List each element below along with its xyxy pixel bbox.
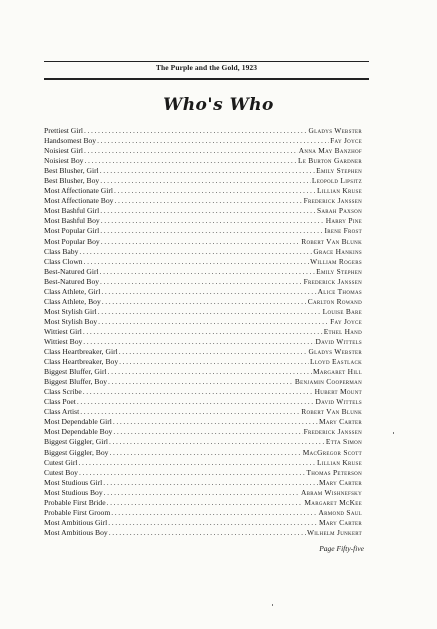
list-item <box>44 417 362 427</box>
list-item <box>44 206 362 216</box>
list-item <box>44 468 362 478</box>
student-name: Frederick Janssen <box>303 427 362 437</box>
student-name: Mary Carter <box>318 417 362 427</box>
student-name: Robert Van Blunk <box>301 407 362 417</box>
superlative-label: Biggest Bluffer, Girl <box>44 367 107 377</box>
superlative-label: Most Affectionate Girl <box>44 186 114 196</box>
student-name: Irene Frost <box>324 226 362 236</box>
superlative-label: Class Baby <box>44 246 79 256</box>
superlative-label: Most Dependable Boy <box>44 427 113 437</box>
dot-leader <box>102 297 307 307</box>
list-item <box>44 528 362 538</box>
list-item <box>44 327 362 337</box>
list-item <box>44 287 362 297</box>
student-name: Mary Carter <box>318 477 362 487</box>
list-item <box>44 518 362 528</box>
dot-leader <box>100 206 316 216</box>
student-name: Le Burton Gardner <box>297 156 362 166</box>
dot-leader <box>109 437 325 447</box>
superlative-label: Prettiest Girl <box>44 126 84 135</box>
list-item <box>44 297 362 307</box>
dot-leader <box>119 347 308 357</box>
dot-leader <box>84 126 307 136</box>
superlative-label: Most Stylish Girl <box>44 306 97 316</box>
student-name: Louise Bare <box>322 306 362 316</box>
dot-leader <box>100 176 311 186</box>
student-name: Carlton Rowand <box>307 296 362 306</box>
dot-leader <box>100 166 315 176</box>
student-name: Harry Pine <box>325 216 362 226</box>
superlative-label: Best-Natured Boy <box>44 276 100 286</box>
running-header: The Purple and the Gold, 1923 <box>155 63 258 72</box>
dot-leader <box>97 136 329 146</box>
header-top-rule <box>44 61 369 62</box>
dot-leader <box>98 307 322 317</box>
list-item <box>44 427 362 437</box>
list-item <box>44 397 362 407</box>
superlative-label: Most Affectionate Boy <box>44 196 114 206</box>
student-name: Margaret McKee <box>304 497 362 507</box>
list-item <box>44 176 362 186</box>
dot-leader <box>108 367 312 377</box>
superlative-label: Probable First Bride <box>44 497 106 507</box>
list-item <box>44 508 362 518</box>
list-item <box>44 458 362 468</box>
list-item <box>44 136 362 146</box>
dot-leader <box>109 448 301 458</box>
superlative-label: Most Stylish Boy <box>44 316 98 326</box>
list-item <box>44 267 362 277</box>
list-item <box>44 146 362 156</box>
student-name: Fay Joyce <box>330 316 362 326</box>
dot-leader <box>83 387 314 397</box>
superlative-label: Class Heartbreaker, Girl <box>44 347 118 357</box>
dot-leader <box>107 498 304 508</box>
list-item <box>44 237 362 247</box>
superlative-label: Most Bashful Girl <box>44 206 100 216</box>
list-item <box>44 156 362 166</box>
student-name: Grace Hankins <box>313 246 362 256</box>
student-name: Thomas Peterson <box>306 467 362 477</box>
dot-leader <box>84 146 298 156</box>
superlative-label: Most Studious Girl <box>44 477 103 487</box>
student-name: Frederick Janssen <box>303 276 362 286</box>
superlative-label: Most Ambitious Girl <box>44 517 108 527</box>
dot-leader <box>77 397 315 407</box>
dot-leader <box>101 216 325 226</box>
list-item <box>44 357 362 367</box>
dot-leader <box>83 327 323 337</box>
dot-leader <box>103 478 318 488</box>
dot-leader <box>113 417 318 427</box>
student-name: Gladys Webster <box>308 126 362 135</box>
dot-leader <box>119 357 309 367</box>
dot-leader <box>108 518 318 528</box>
list-item <box>44 307 362 317</box>
whos-who-list <box>44 126 362 538</box>
page-title: Who's Who <box>163 95 274 115</box>
student-name: Frederick Janssen <box>303 196 362 206</box>
superlative-label: Wittiest Girl <box>44 326 82 336</box>
student-name: Emily Stephen <box>316 166 362 176</box>
superlative-label: Cutest Boy <box>44 467 78 477</box>
dot-leader <box>104 488 300 498</box>
dot-leader <box>114 186 316 196</box>
student-name: Benjamin Cooperman <box>294 377 362 387</box>
student-name: Robert Van Blunk <box>301 236 362 246</box>
student-name: Lloyd Eastlack <box>309 357 362 367</box>
list-item <box>44 377 362 387</box>
student-name: Emily Stephen <box>316 266 362 276</box>
superlative-label: Most Popular Boy <box>44 236 100 246</box>
list-item <box>44 448 362 458</box>
superlative-label: Class Heartbreaker, Boy <box>44 357 119 367</box>
dot-leader <box>109 528 306 538</box>
list-item <box>44 347 362 357</box>
student-name: MacGregor Scott <box>302 447 362 457</box>
superlative-label: Class Athlete, Boy <box>44 296 101 306</box>
list-item <box>44 257 362 267</box>
list-item <box>44 247 362 257</box>
student-name: Abram Wishnefsky <box>300 487 362 497</box>
student-name: Alice Thomas <box>317 286 362 296</box>
student-name: Gladys Webster <box>308 347 362 357</box>
student-name: Fay Joyce <box>330 136 362 146</box>
dot-leader <box>79 247 312 257</box>
paper-speck <box>272 604 273 606</box>
superlative-label: Biggest Giggler, Boy <box>44 447 109 457</box>
superlative-label: Noisiest Boy <box>44 156 84 166</box>
page-number: Page Fifty-five <box>319 544 364 553</box>
student-name: Leopold Lipsitz <box>311 176 362 186</box>
student-name: Sarah Paxson <box>316 206 362 216</box>
dot-leader <box>101 237 301 247</box>
superlative-label: Class Scribe <box>44 387 82 397</box>
header-bottom-rule <box>44 78 369 80</box>
superlative-label: Biggest Bluffer, Boy <box>44 377 108 387</box>
superlative-label: Class Poet <box>44 397 76 407</box>
superlative-label: Noisiest Girl <box>44 146 84 156</box>
list-item <box>44 126 362 136</box>
superlative-label: Class Athlete, Girl <box>44 286 101 296</box>
student-name: Armond Saul <box>318 507 362 517</box>
superlative-label: Class Artist <box>44 407 80 417</box>
list-item <box>44 498 362 508</box>
student-name: Etta Simon <box>325 437 362 447</box>
paper-speck <box>393 432 394 434</box>
dot-leader <box>98 317 329 327</box>
superlative-label: Wittiest Boy <box>44 336 83 346</box>
dot-leader <box>79 458 316 468</box>
list-item <box>44 277 362 287</box>
superlative-label: Most Popular Girl <box>44 226 100 236</box>
dot-leader <box>80 407 300 417</box>
superlative-label: Most Studious Boy <box>44 487 103 497</box>
list-item <box>44 437 362 447</box>
dot-leader <box>100 267 316 277</box>
student-name: Mary Carter <box>318 517 362 527</box>
superlative-label: Biggest Giggler, Girl <box>44 437 109 447</box>
list-item <box>44 196 362 206</box>
list-item <box>44 488 362 498</box>
student-name: William Rogers <box>310 256 362 266</box>
dot-leader <box>83 337 314 347</box>
superlative-label: Probable First Groom <box>44 507 111 517</box>
list-item <box>44 186 362 196</box>
list-item <box>44 166 362 176</box>
superlative-label: Most Dependable Girl <box>44 417 112 427</box>
superlative-label: Handsomest Boy <box>44 136 97 146</box>
dot-leader <box>113 427 302 437</box>
list-item <box>44 317 362 327</box>
list-item <box>44 367 362 377</box>
student-name: Lillian Kruse <box>316 186 362 196</box>
student-name: Lillian Kruse <box>316 457 362 467</box>
superlative-label: Best Blusher, Boy <box>44 176 100 186</box>
student-name: David Wittels <box>315 336 362 346</box>
student-name: Wilhelm Junkert <box>306 527 362 537</box>
student-name: David Wittels <box>315 397 362 407</box>
list-item <box>44 387 362 397</box>
dot-leader <box>100 226 323 236</box>
superlative-label: Best-Natured Girl <box>44 266 99 276</box>
superlative-label: Most Bashful Boy <box>44 216 100 226</box>
superlative-label: Best Blusher, Girl <box>44 166 99 176</box>
dot-leader <box>114 196 302 206</box>
list-item <box>44 226 362 236</box>
superlative-label: Class Clown <box>44 256 83 266</box>
student-name: Ethel Hand <box>323 326 362 336</box>
list-item <box>44 216 362 226</box>
dot-leader <box>100 277 303 287</box>
dot-leader <box>84 257 310 267</box>
superlative-label: Most Ambitious Boy <box>44 527 108 537</box>
dot-leader <box>84 156 297 166</box>
student-name: Hubert Mount <box>314 387 362 397</box>
dot-leader <box>111 508 317 518</box>
dot-leader <box>108 377 294 387</box>
student-name: Anna May Banzhof <box>298 146 362 156</box>
dot-leader <box>79 468 305 478</box>
superlative-label: Cutest Girl <box>44 457 78 467</box>
list-item <box>44 478 362 488</box>
dot-leader <box>101 287 316 297</box>
list-item <box>44 337 362 347</box>
student-name: Margaret Hill <box>312 367 362 377</box>
list-item <box>44 407 362 417</box>
